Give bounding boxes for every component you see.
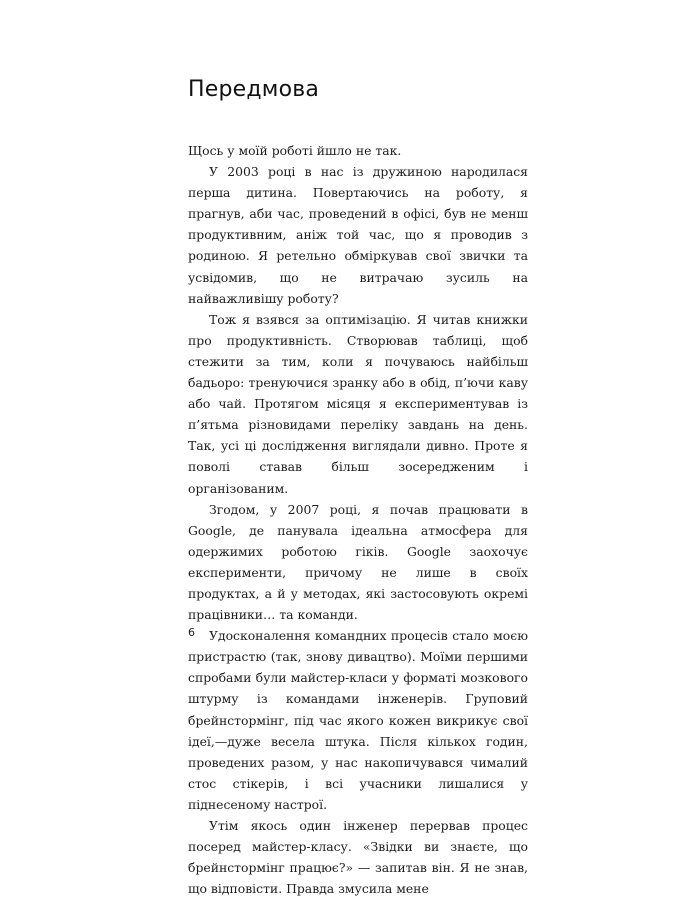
- paragraph-6: Утім якось один інженер перервав процес посеред майстер-класу. «Звідки ви знаєте, що брейнстормінг працює?» — запитав він. Я не знав, що відповісти. Правда змусила мене: [188, 818, 528, 897]
- page-number: 6: [188, 626, 195, 639]
- paragraph-1: Щось у моїй роботі йшло не так.: [188, 143, 402, 158]
- paragraph-3: Тож я взявся за оптимізацію. Я читав книжки про продуктивність. Створював таблиці, щоб стежити за тим, коли я почуваюсь найбільш бадьоро: тренуючися зранку або в обід, п’ючи каву або чай. Протягом місяця я експериментував із п’ятьма різновидами переліку завдань на день. Так, усі ці дослідження виглядали дивно. Проте я поволі ставав більш зосередженим і організованим.: [188, 311, 528, 496]
- paragraph-2: У 2003 році в нас із дружиною народилася перша дитина. Повертаючись на роботу, я прагнув, аби час, проведений в офісі, був не менш продуктивним, аніж той час, що я проводив з родиною. Я ретельно обміркував свої звички та усвідомив, що не витрачаю зусиль на найважливішу роботу?: [188, 164, 528, 306]
- paragraph-5: Удосконалення командних процесів стало моєю пристрастю (так, знову дивацтво). Моїми першими спробами були майстер-класи у форматі мозкового штурму із командами інженерів. Груповий брейнстормінг, під час якого кожен викрикує свої ідеї,—дуже весела штука. Після кількох годин, проведених разом, у нас накопичувався чималий стос стікерів, і всі учасники лишалися у піднесеному настрої.: [188, 628, 528, 812]
- chapter-title: Передмова: [188, 77, 320, 102]
- body-text: [188, 140, 528, 899]
- paragraph-4: Згодом, у 2007 році, я почав працювати в Google, де панувала ідеальна атмосфера для одержимих роботою гіків. Google заохочує експерименти, причому не лише в своїх продуктах, а й у методах, які застосовують окремі працівники… та команди.: [188, 501, 528, 623]
